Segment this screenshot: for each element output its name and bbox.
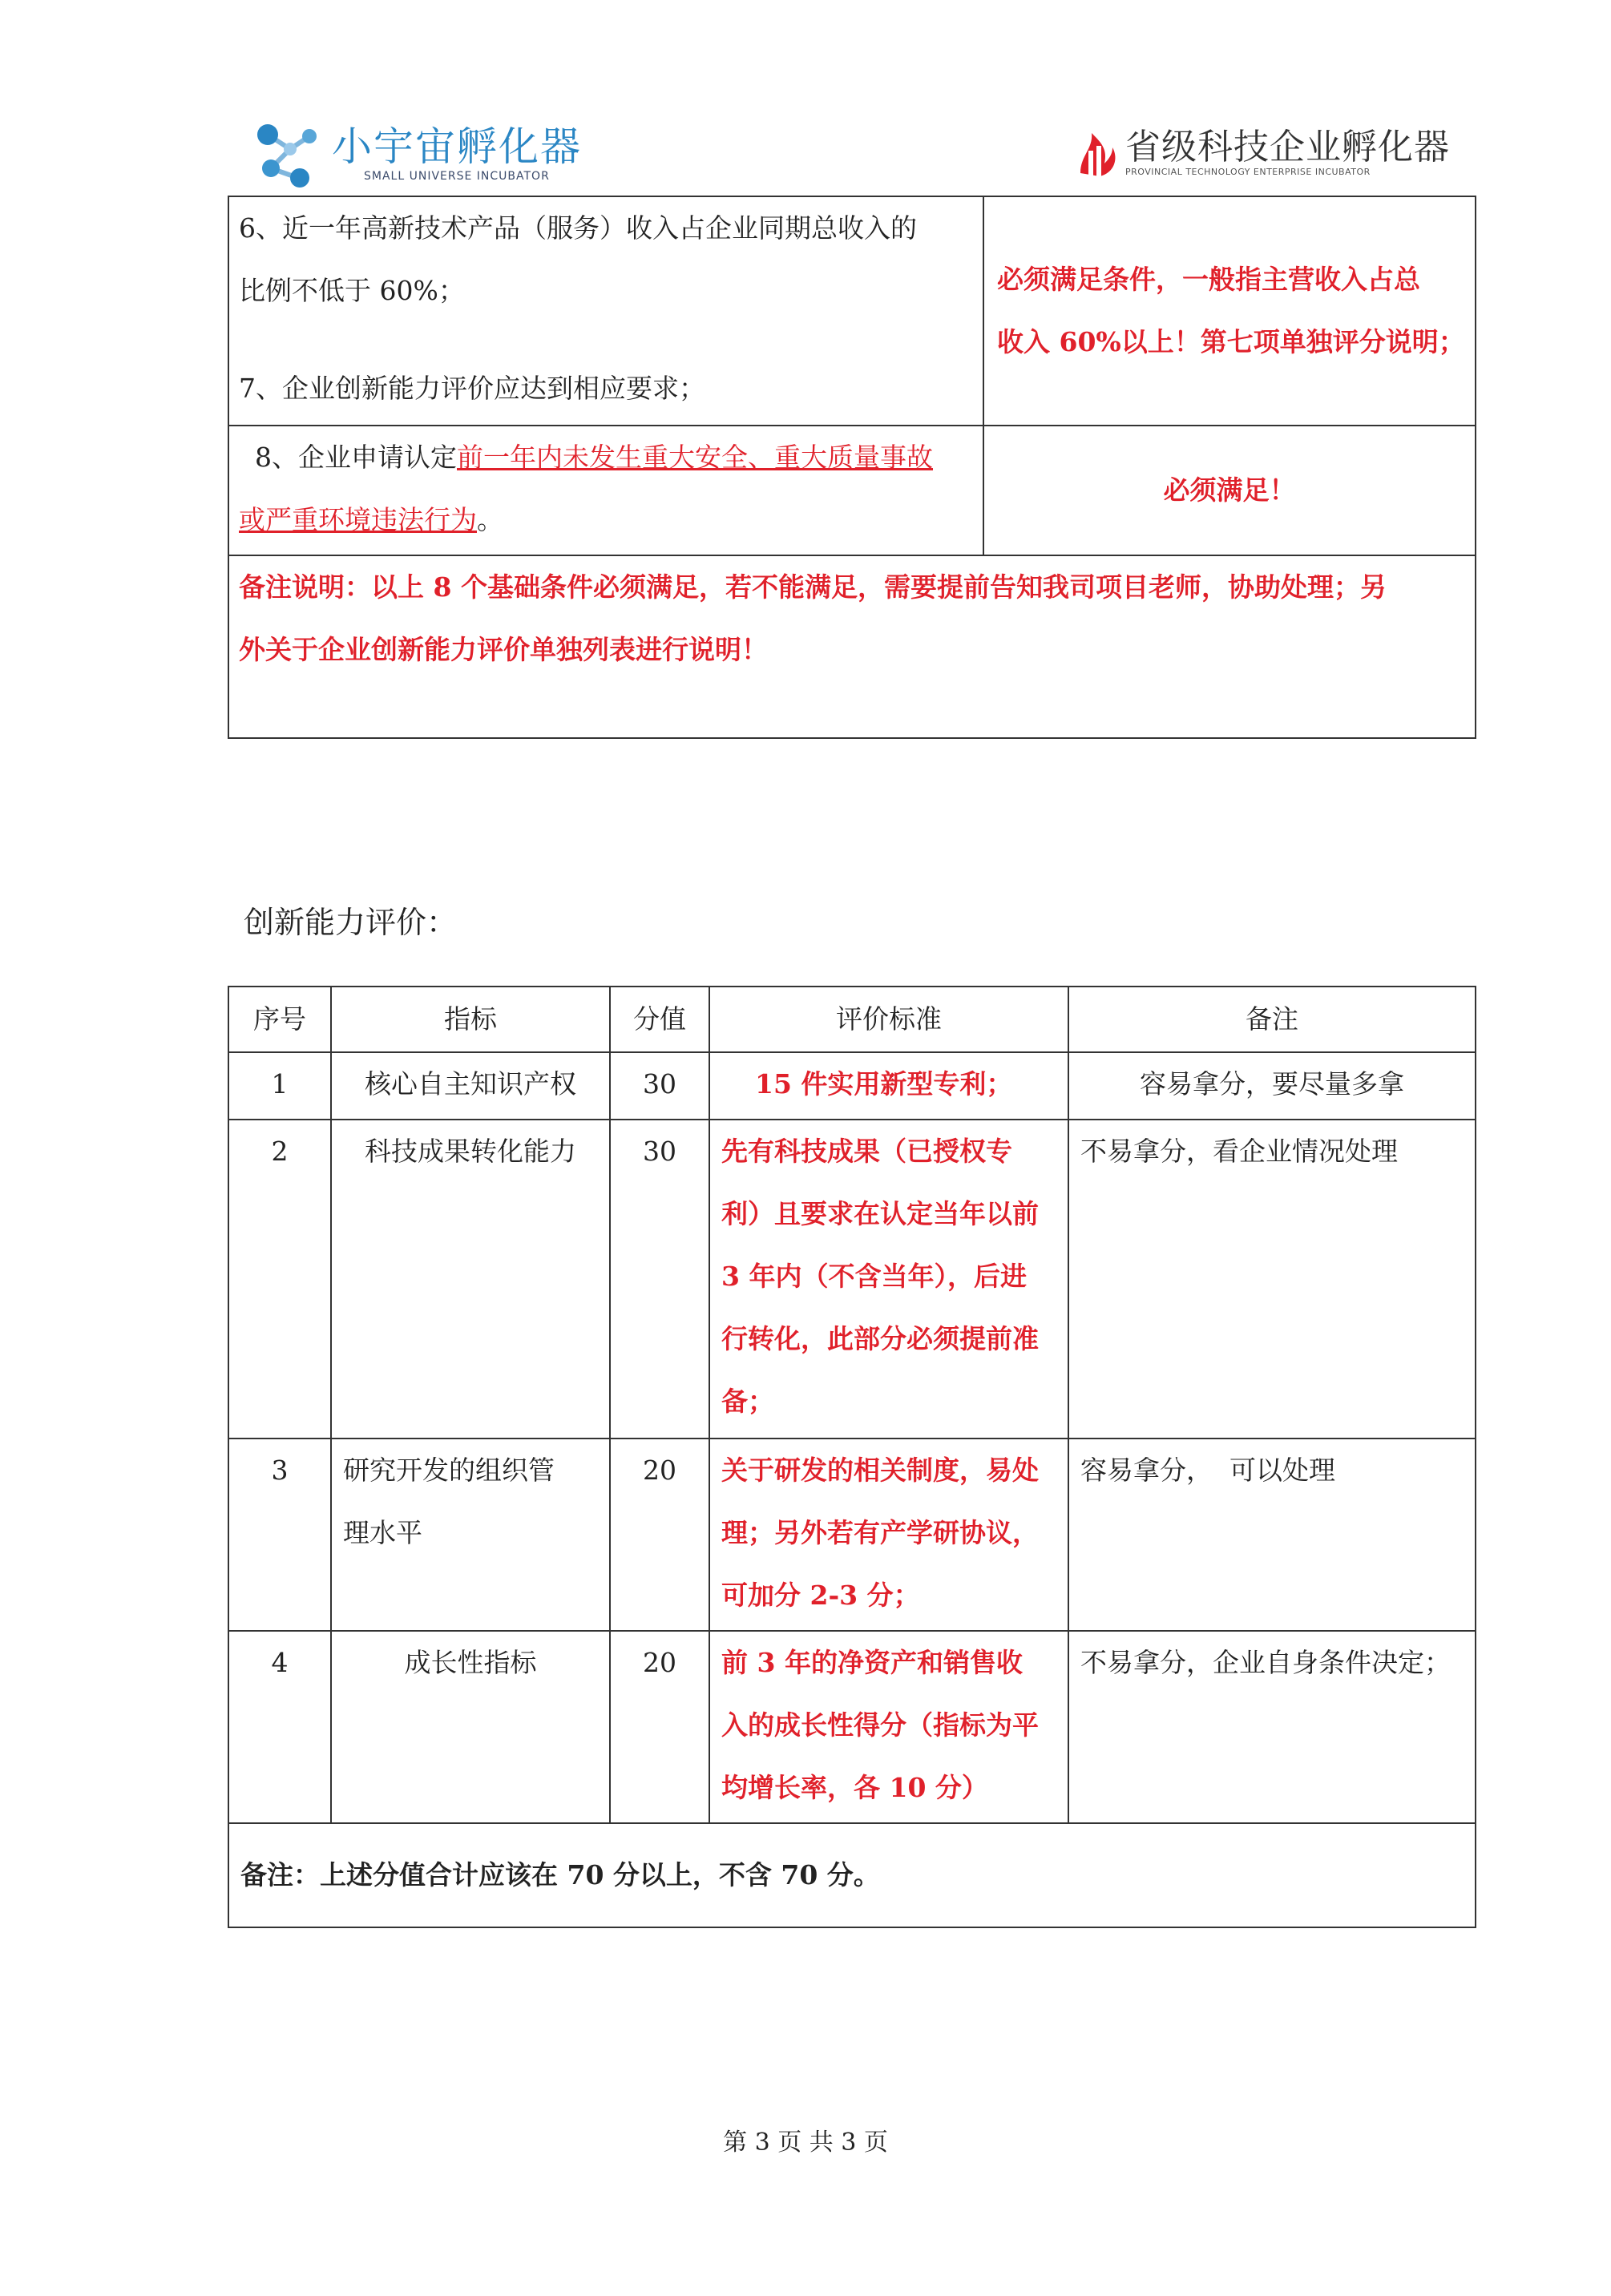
row-note xyxy=(1068,1052,1476,1120)
condition-6-line1: 6、近一年高新技术产品（服务）收入占企业同期总收入的 xyxy=(239,212,917,244)
header-criteria: 评价标准 xyxy=(709,987,1068,1052)
conditions-row-8 xyxy=(228,426,1476,555)
header-note: 备注 xyxy=(1068,987,1476,1052)
condition-8-highlight-1: 前一年内未发生重大安全、重大质量事故 xyxy=(457,442,933,473)
criteria-line: 前 3 年的净资产和销售收 xyxy=(721,1647,1023,1678)
row-no: 1 xyxy=(228,1052,331,1120)
note-line: 容易拿分， 可以处理 xyxy=(1080,1455,1335,1486)
row-no: 2 xyxy=(228,1120,331,1439)
conditions-remark-line2: 外关于企业创新能力评价单独列表进行说明！ xyxy=(239,634,768,665)
row-criteria xyxy=(709,1439,1068,1631)
note-line: 不易拿分，企业自身条件决定； xyxy=(1080,1647,1451,1678)
criteria-line: 均增长率，各 10 分） xyxy=(721,1772,988,1803)
row-note xyxy=(1068,1631,1476,1823)
criteria-line: 行转化，此部分必须提前准 xyxy=(721,1323,1039,1354)
conditions-row-6-7 xyxy=(228,196,1476,426)
section-title: 创新能力评价： xyxy=(244,905,458,940)
condition-note-line2: 收入 60%以上！第七项单独评分说明； xyxy=(997,326,1465,357)
row-no: 3 xyxy=(228,1439,331,1631)
criteria-line: 3 年内（不含当年），后进 xyxy=(721,1261,1027,1292)
criteria-line: 入的成长性得分（指标为平 xyxy=(721,1709,1039,1741)
header-indicator: 指标 xyxy=(331,987,610,1052)
table-footnote-row xyxy=(228,1823,1476,1927)
indicator-line: 科技成果转化能力 xyxy=(365,1136,576,1167)
provincial-incubator-logo xyxy=(1072,125,1450,181)
criteria-line: 关于研发的相关制度，易处 xyxy=(721,1455,1039,1486)
conditions-remark-row xyxy=(228,555,1476,738)
small-universe-logo xyxy=(250,117,582,191)
left-logo-subtitle: SMALL UNIVERSE INCUBATOR xyxy=(364,170,550,183)
criteria-line: 先有科技成果（已授权专 xyxy=(721,1136,1012,1167)
criteria-line: 理；另外若有产学研协议， xyxy=(721,1517,1039,1548)
right-logo-title: 省级科技企业孵化器 xyxy=(1125,127,1450,167)
indicator-line: 核心自主知识产权 xyxy=(365,1068,576,1100)
condition-items-cell xyxy=(228,196,983,426)
row-score: 30 xyxy=(610,1120,709,1439)
indicator-line: 研究开发的组织管 xyxy=(343,1455,555,1486)
molecule-logo-icon xyxy=(250,117,324,191)
table-row xyxy=(228,1631,1476,1823)
table-header-row xyxy=(228,987,1476,1052)
table-footnote: 备注：上述分值合计应该在 70 分以上，不含 70 分。 xyxy=(228,1823,1476,1927)
header-score: 分值 xyxy=(610,987,709,1052)
flame-emblem-icon xyxy=(1072,125,1120,181)
row-indicator xyxy=(331,1120,610,1439)
note-line: 不易拿分，看企业情况处理 xyxy=(1080,1136,1398,1167)
note-line: 容易拿分，要尽量多拿 xyxy=(1140,1068,1404,1100)
header-no: 序号 xyxy=(228,987,331,1052)
indicator-line: 理水平 xyxy=(343,1517,422,1548)
row-note xyxy=(1068,1439,1476,1631)
row-indicator xyxy=(331,1052,610,1120)
row-no: 4 xyxy=(228,1631,331,1823)
table-row xyxy=(228,1120,1476,1439)
condition-6-line2: 比例不低于 60%； xyxy=(239,275,465,306)
row-score: 20 xyxy=(610,1439,709,1631)
criteria-line: 15 件实用新型专利； xyxy=(755,1068,1013,1100)
criteria-line: 备； xyxy=(721,1386,774,1417)
criteria-line: 可加分 2-3 分； xyxy=(721,1580,920,1611)
condition-8-prefix: 8、企业申请认定 xyxy=(255,442,457,473)
condition-note-line1: 必须满足条件，一般指主营收入占总 xyxy=(997,264,1420,295)
table-row xyxy=(228,1439,1476,1631)
condition-8-note: 必须满足！ xyxy=(983,426,1476,555)
table-row xyxy=(228,1052,1476,1120)
row-criteria xyxy=(709,1120,1068,1439)
basic-conditions-table xyxy=(228,196,1476,739)
indicator-line: 成长性指标 xyxy=(404,1647,537,1678)
row-indicator xyxy=(331,1439,610,1631)
row-criteria xyxy=(709,1631,1068,1823)
conditions-remark-cell xyxy=(228,555,1476,738)
right-logo-subtitle: PROVINCIAL TECHNOLOGY ENTERPRISE INCUBATOR xyxy=(1125,167,1371,177)
left-logo-title: 小宇宙孵化器 xyxy=(332,123,582,170)
condition-8-cell xyxy=(228,426,983,555)
conditions-remark-line1: 备注说明：以上 8 个基础条件必须满足，若不能满足，需要提前告知我司项目老师，协助处理；另 xyxy=(239,571,1387,603)
condition-note-cell xyxy=(983,196,1476,426)
condition-8-suffix: 。 xyxy=(477,504,503,535)
row-note xyxy=(1068,1120,1476,1439)
row-criteria xyxy=(709,1052,1068,1120)
innovation-evaluation-table xyxy=(228,986,1476,1928)
condition-8-highlight-2: 或严重环境违法行为 xyxy=(239,504,477,535)
row-score: 30 xyxy=(610,1052,709,1120)
page-number: 第 3 页 共 3 页 xyxy=(723,2129,888,2157)
row-score: 20 xyxy=(610,1631,709,1823)
condition-7: 7、企业创新能力评价应达到相应要求； xyxy=(239,373,705,404)
criteria-line: 利）且要求在认定当年以前 xyxy=(721,1198,1039,1229)
row-indicator xyxy=(331,1631,610,1823)
